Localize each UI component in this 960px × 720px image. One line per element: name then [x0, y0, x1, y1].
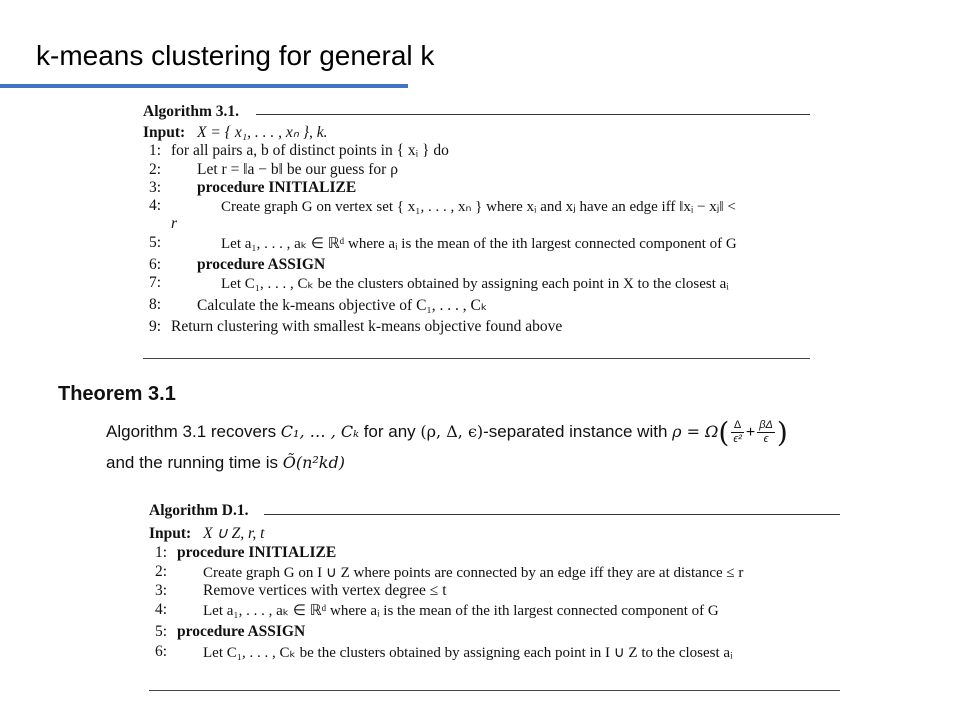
- theorem-title: Theorem 3.1: [58, 383, 176, 405]
- input-label: Input:: [149, 525, 192, 542]
- algorithm-d-1-bottom-rule: [149, 690, 840, 691]
- fraction-1-denominator: ϵ²: [733, 433, 742, 445]
- theorem-clusters: C₁, … , Cₖ: [280, 421, 359, 441]
- line-number: 6:: [154, 643, 167, 660]
- theorem-text-a: Algorithm 3.1 recovers: [106, 421, 281, 441]
- fraction-2-numerator: βΔ: [759, 419, 773, 431]
- input-value: X ∪ Z, r, t: [203, 525, 265, 542]
- line-text: procedure INITIALIZE: [197, 179, 357, 196]
- line-text: Let a₁, . . . , aₖ ∈ ℝᵈ where aᵢ is the mean of the ith largest connected component of G: [221, 236, 737, 252]
- line-number: 7:: [148, 274, 161, 291]
- line-text: Let a₁, . . . , aₖ ∈ ℝᵈ where aᵢ is the mean of the ith largest connected component of G: [203, 603, 719, 619]
- line-number: 1:: [154, 544, 167, 561]
- line-text: Remove vertices with vertex degree ≤ t: [203, 582, 447, 599]
- line-text: procedure ASSIGN: [197, 256, 326, 273]
- line-text: Calculate the k-means objective of C₁, . . . , Cₖ: [197, 297, 488, 314]
- theorem-text-c: for any: [358, 421, 421, 441]
- theorem-text-e: -separated instance with: [483, 421, 673, 441]
- input-label: Input:: [143, 124, 186, 141]
- theorem-rho-omega: ρ = Ω: [672, 421, 719, 441]
- fraction-1-numerator: Δ: [731, 419, 744, 433]
- line-text: Return clustering with smallest k-means objective found above: [171, 318, 563, 335]
- line-number: 1:: [148, 142, 161, 159]
- line-number: 4:: [154, 601, 167, 618]
- algorithm-d-1-heading-rule: [264, 514, 840, 515]
- plus-sign: +: [745, 423, 756, 441]
- line-text: Let C₁, . . . , Cₖ be the clusters obtained by assigning each point in X to the closest aᵢ: [221, 276, 729, 292]
- line-number: 3:: [148, 179, 161, 196]
- line-text: Create graph G on vertex set { x₁, . . . , xₙ } where xᵢ and xⱼ have an edge iff ‖xᵢ − xⱼ‖ <: [221, 199, 736, 215]
- left-paren: (: [718, 416, 730, 449]
- line-number: 2:: [154, 563, 167, 580]
- line-number: 4:: [148, 197, 161, 214]
- line-text: procedure ASSIGN: [177, 623, 306, 640]
- line-number: 6:: [148, 256, 161, 273]
- line-number: 5:: [154, 623, 167, 640]
- input-value: X = { x₁, . . . , xₙ }, k.: [197, 124, 328, 141]
- line-number: 3:: [154, 582, 167, 599]
- line-number: 9:: [148, 318, 161, 335]
- theorem-params: (ρ, Δ, ϵ): [420, 421, 484, 441]
- fraction-2-denominator: ϵ: [763, 433, 769, 445]
- line-text: Let C₁, . . . , Cₖ be the clusters obtained by assigning each point in I ∪ Z to the closest aᵢ: [203, 645, 733, 661]
- slide-title: k-means clustering for general k: [36, 40, 435, 71]
- line-text: for all pairs a, b of distinct points in { xᵢ } do: [171, 142, 449, 159]
- line-text: Let r = ‖a − b‖ be our guess for ρ: [197, 161, 398, 178]
- theorem-runtime-value: Õ(n²kd): [282, 453, 345, 472]
- right-paren: ): [776, 416, 788, 449]
- line-text: procedure INITIALIZE: [177, 544, 337, 561]
- line-number: 2:: [148, 161, 161, 178]
- line-number: 8:: [148, 296, 161, 313]
- algorithm-d-1-heading: Algorithm D.1.: [149, 502, 249, 519]
- algorithm-3-1-heading: Algorithm 3.1.: [143, 103, 240, 120]
- line-number: 5:: [148, 234, 161, 251]
- algorithm-d-1-input: [149, 524, 264, 543]
- line-text: Create graph G on I ∪ Z where points are connected by an edge iff they are at distance ≤ r: [203, 565, 744, 581]
- line-text: r: [171, 215, 178, 232]
- theorem-text-runtime: and the running time is: [106, 453, 283, 472]
